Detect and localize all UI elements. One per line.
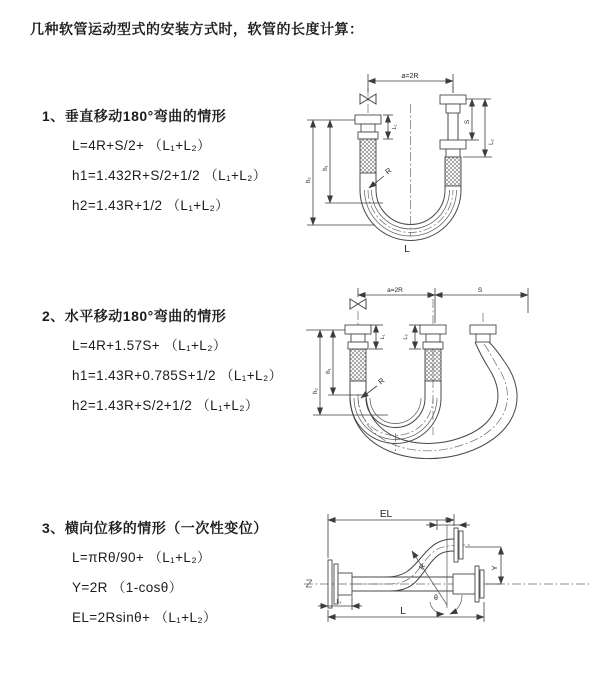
dimension-label-s: S [464,119,471,125]
dimension-l-total [328,602,484,622]
dimension-label-l2: L₂ [489,139,495,145]
left-flange-fitting [355,115,381,190]
formula-line: EL=2Rsinθ+ （L₁+L₂） [72,610,217,625]
centerlines [368,84,453,236]
valve-icon [350,299,366,309]
dimension-l1 [383,115,398,139]
dimension-label-l1: L₁ [392,124,398,130]
dimension-label-l2: L₂ [445,518,451,524]
right-flange-fitting [453,566,484,602]
formula-line: L=πRθ/90+ （L₁+L₂） [72,550,211,565]
braided-hose-section [445,157,461,186]
dimension-label-a2r: a=2R [401,73,419,80]
dimension-label-h1: h₁ [323,165,329,171]
section-2-heading: 2、水平移动180°弯曲的情形 [42,308,227,324]
dimension-label-y: Y [490,565,499,571]
radius-label: R [418,563,428,572]
centerlines [358,299,483,451]
dimension-el [328,509,454,558]
formula-line: h1=1.43R+0.785S+1/2 （L₁+L₂） [72,368,283,383]
dimension-label-el: EL [379,509,393,520]
formula-line: Y=2R （1-cosθ） [72,580,183,595]
dimension-label-l: L [400,606,406,617]
dimension-l2 [403,325,421,349]
section-2-horizontal-movement [42,306,312,424]
right-flange-fitting [440,95,466,190]
dimension-l1 [369,325,386,349]
formula-line: L=4R+1.57S+ （L₁+L₂） [72,338,227,353]
radius-label: R [383,165,394,177]
dimension-a2r-s [358,287,528,323]
formula-line: h2=1.43R+1/2 （L₁+L₂） [72,198,230,213]
right-flange-fitting [470,325,496,342]
dimension-label-h2: h₂ [306,177,312,183]
left-flange-fitting [345,325,371,398]
formula-line: L=4R+S/2+ （L₁+L₂） [72,138,211,153]
section-1-heading: 1、垂直移动180°弯曲的情形 [42,108,227,124]
braided-hose-section [425,349,441,381]
section-1-vertical-movement [42,106,312,224]
diagram-horizontal-180-bend [303,283,595,463]
braided-hose-section [360,139,376,173]
radius-label: R [376,375,387,387]
formula-line: h1=1.432R+S/2+1/2 （L₁+L₂） [72,168,267,183]
dimension-label-l1: L₁ [380,334,386,340]
angle-label: θ [434,595,438,602]
section-3-heading: 3、横向位移的情形（一次性变位） [42,520,268,536]
dimension-label-h1: h₁ [326,368,332,374]
curved-hose-displaced [338,539,470,591]
dimension-label-l1: L₁ [336,599,342,605]
section-3-lateral-displacement [42,518,312,636]
diagram-lateral-displacement [298,502,598,652]
page-title: 几种软管运动型式的安装方式时，软管的长度计算： [30,21,364,37]
dimension-label-s: S [477,287,483,294]
braided-hose-section [350,349,366,381]
dimension-label-l2: L₂ [403,334,409,340]
dimension-s-l2 [463,99,495,157]
diagram-vertical-180-bend [303,68,595,260]
formula-line: h2=1.43R+S/2+1/2 （L₁+L₂） [72,398,259,413]
dimension-label-h2: h₂ [313,388,319,394]
dimension-a-2r [368,73,453,93]
dimension-label-a2r: a=2R [387,287,403,294]
dimension-label-l-total: L [404,244,410,255]
dimension-l1 [318,596,362,610]
axis-mark [306,580,312,587]
